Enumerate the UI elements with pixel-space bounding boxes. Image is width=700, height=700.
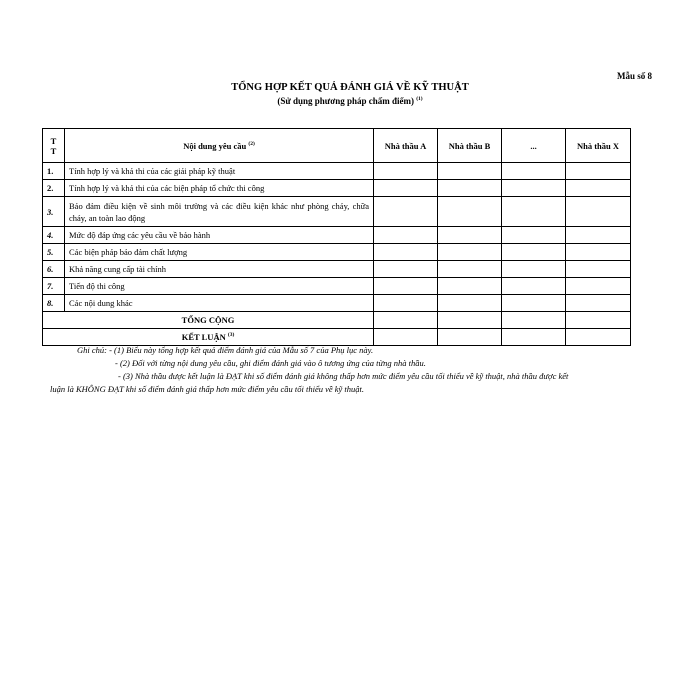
score-cell — [438, 197, 502, 227]
table-row — [43, 197, 631, 227]
row-number: 3. — [43, 197, 65, 227]
row-content: Các biện pháp bảo đảm chất lượng — [65, 244, 374, 261]
score-cell — [438, 244, 502, 261]
score-cell — [374, 278, 438, 295]
note-3: - (3) Nhà thầu được kết luận là ĐẠT khi số điểm đánh giá không thấp hơn mức điểm yêu cầu tối thiểu về kỹ thuật, nhà thầu được kết — [118, 371, 569, 381]
header-tt: T T — [43, 129, 65, 163]
score-cell — [438, 295, 502, 312]
score-cell — [502, 227, 566, 244]
score-cell — [374, 197, 438, 227]
score-cell — [438, 278, 502, 295]
header-content — [65, 129, 374, 163]
score-cell — [438, 261, 502, 278]
score-cell — [374, 261, 438, 278]
row-content: Các nội dung khác — [65, 295, 374, 312]
score-cell — [374, 244, 438, 261]
score-cell — [438, 312, 502, 329]
score-cell — [374, 329, 438, 346]
row-content: Tiến độ thi công — [65, 278, 374, 295]
score-cell — [566, 295, 631, 312]
header-content-label: Nội dung yêu cầu — [183, 140, 247, 151]
row-number: 2. — [43, 180, 65, 197]
row-content: Tính hợp lý và khả thi của các biện pháp tổ chức thi công — [65, 180, 374, 197]
note-1: Ghi chú: - (1) Biểu này tổng hợp kết quả điểm đánh giá của Mẫu số 7 của Phụ lục này. — [77, 345, 374, 355]
form-number: Mẫu số 8 — [616, 71, 652, 81]
row-number: 8. — [43, 295, 65, 312]
table-row — [43, 163, 631, 180]
conclusion-label — [43, 329, 374, 346]
score-cell — [566, 312, 631, 329]
subtitle-footnote-ref: (1) — [416, 96, 423, 102]
score-cell — [438, 180, 502, 197]
document-subtitle — [0, 96, 700, 106]
header-contractor-x: Nhà thầu X — [566, 129, 631, 163]
header-contractor-b: Nhà thầu B — [438, 129, 502, 163]
conclusion-text: KẾT LUẬN — [181, 332, 226, 342]
document-title: TỔNG HỢP KẾT QUẢ ĐÁNH GIÁ VỀ KỸ THUẬT — [231, 82, 469, 93]
row-content: Mức độ đáp ứng các yêu cầu về bảo hành — [65, 227, 374, 244]
header-content-ref: (2) — [248, 140, 255, 147]
score-cell — [374, 180, 438, 197]
conclusion-ref: (3) — [227, 332, 235, 339]
score-cell — [438, 329, 502, 346]
row-number: 7. — [43, 278, 65, 295]
conclusion-row — [43, 329, 631, 346]
row-content: Tính hợp lý và khả thi của các giải pháp kỹ thuật — [65, 163, 374, 180]
header-contractor-a: Nhà thầu A — [374, 129, 438, 163]
score-cell — [502, 261, 566, 278]
table-row — [43, 244, 631, 261]
row-number: 6. — [43, 261, 65, 278]
row-number: 1. — [43, 163, 65, 180]
row-content: Bảo đảm điều kiện về sinh môi trường và các điều kiện khác như phòng cháy, chữa cháy, an toàn lao động — [65, 197, 374, 227]
table-row — [43, 295, 631, 312]
score-cell — [566, 197, 631, 227]
score-cell — [566, 244, 631, 261]
row-content: Khả năng cung cấp tài chính — [65, 261, 374, 278]
score-cell — [566, 261, 631, 278]
score-cell — [502, 329, 566, 346]
score-cell — [502, 244, 566, 261]
score-cell — [566, 278, 631, 295]
row-number: 4. — [43, 227, 65, 244]
header-contractor-ellipsis: ... — [502, 129, 566, 163]
score-cell — [502, 278, 566, 295]
score-cell — [566, 227, 631, 244]
table-row — [43, 227, 631, 244]
score-cell — [502, 163, 566, 180]
note-3-continuation: luận là KHÔNG ĐẠT khi số điểm đánh giá thấp hơn mức điểm yêu cầu tối thiểu về kỹ thuật. — [50, 384, 365, 394]
note-2: - (2) Đối với từng nội dung yêu cầu, ghi điểm đánh giá vào ô tương ứng của từng nhà thầu. — [115, 358, 426, 368]
score-cell — [374, 295, 438, 312]
total-label: TỔNG CỘNG — [43, 312, 374, 329]
table-row — [43, 261, 631, 278]
total-row — [43, 312, 631, 329]
notes-section — [42, 344, 654, 396]
table-header-row — [43, 129, 631, 163]
score-cell — [502, 312, 566, 329]
score-cell — [374, 312, 438, 329]
score-cell — [566, 180, 631, 197]
table-row — [43, 180, 631, 197]
score-cell — [502, 295, 566, 312]
score-cell — [502, 197, 566, 227]
score-cell — [502, 180, 566, 197]
score-cell — [438, 227, 502, 244]
subtitle-text: (Sử dụng phương pháp chấm điểm) — [277, 96, 414, 106]
row-number: 5. — [43, 244, 65, 261]
score-cell — [438, 163, 502, 180]
score-cell — [374, 227, 438, 244]
evaluation-table — [42, 128, 631, 346]
table-row — [43, 278, 631, 295]
score-cell — [566, 329, 631, 346]
score-cell — [566, 163, 631, 180]
score-cell — [374, 163, 438, 180]
